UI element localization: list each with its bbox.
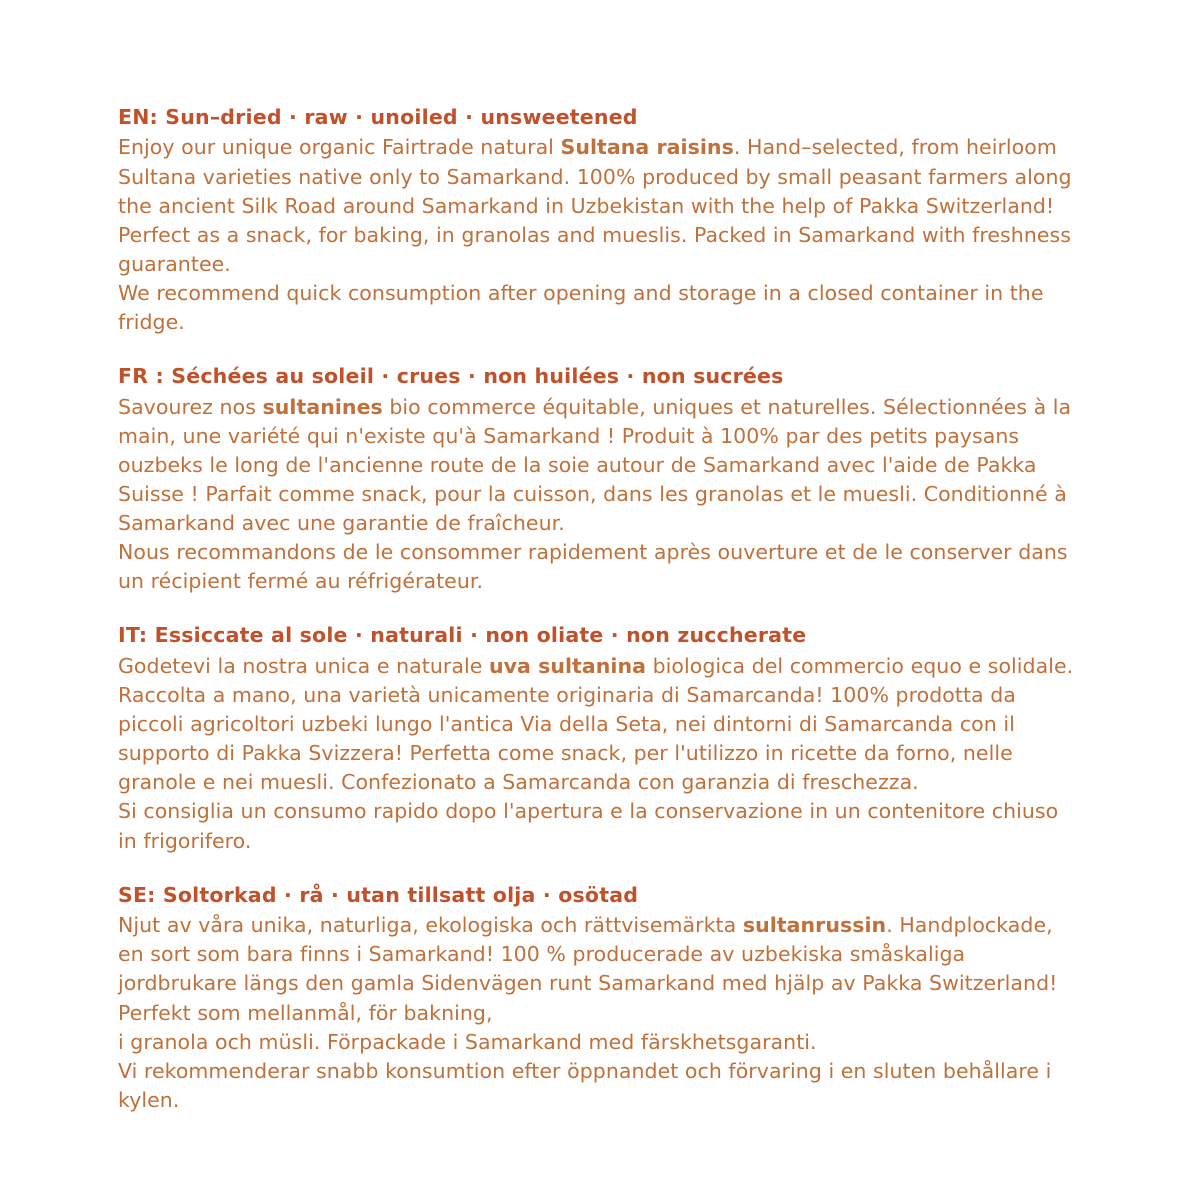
paragraph-en-1 xyxy=(118,133,1082,279)
paragraph-se-1b: i granola och müsli. Förpackade i Samarkand med färskhetsgaranti. xyxy=(118,1029,817,1054)
heading-se: SE: Soltorkad · rå · utan tillsatt olja · osötad xyxy=(118,882,639,907)
language-block-it xyxy=(118,622,1082,855)
heading-fr: FR : Séchées au soleil · crues · non huilées · non sucrées xyxy=(118,364,784,389)
paragraph-fr-2: Nous recommandons de le consommer rapidement après ouverture et de le conserver dans un récipient fermé au réfrigérateur. xyxy=(118,540,1068,594)
paragraph-fr-1-pre: Savourez nos xyxy=(118,394,263,419)
paragraph-se-1-bold: sultanrussin xyxy=(742,913,887,938)
paragraph-it-1-post: biologica del commercio equo e solidale. Raccolta a mano, una varietà unicamente originaria di Samarcanda! 100% prodotta da piccoli agricoltori uzbeki lungo l'antica Via della Seta, nei dintorni di Samarcanda con il supporto di Pakka Svizzera! Perfetta come snack, per l'utilizzo in ricette da forno, nelle granole e nei muesli. Confezionato a Samarcanda con garanzia di freschezza. xyxy=(118,653,1074,795)
language-block-se xyxy=(118,882,1082,1115)
paragraph-se-1-post: . Handplockade, en sort som bara finns i Samarkand! 100 % producerade av uzbekiska småskaliga jordbrukare längs den gamla Sidenvägen runt Samarkand med hjälp av Pakka Switzerland! Perfekt som mellanmål, för bakning, xyxy=(118,913,1058,1025)
heading-en: EN: Sun–dried · raw · unoiled · unsweetened xyxy=(118,105,638,129)
paragraph-fr-1-bold: sultanines xyxy=(262,394,383,419)
paragraph-en-1-bold: Sultana raisins xyxy=(560,135,734,160)
paragraph-fr-1-post: bio commerce équitable, uniques et naturelles. Sélectionnées à la main, une variété qui n'existe qu'à Samarkand ! Produit à 100% par des petits paysans ouzbeks le long de l'ancienne route de la soie autour de Samarkand avec l'aide de Pakka Suisse ! Parfait comme snack, pour la cuisson, dans les granolas et le muesli. Conditionné à Samarkand avec une garantie de fraîcheur. xyxy=(118,394,1072,536)
paragraph-it-2: Si consiglia un consumo rapido dopo l'apertura e la conservazione in un contenitore chiuso in frigorifero. xyxy=(118,799,1059,853)
paragraph-it-1-pre: Godetevi la nostra unica e naturale xyxy=(118,653,489,678)
paragraph-se-1 xyxy=(118,911,1082,1027)
language-block-en xyxy=(118,104,1082,337)
paragraph-it-1 xyxy=(118,652,1082,798)
language-block-fr xyxy=(118,363,1082,596)
paragraph-en-1-post: . Hand–selected, from heirloom Sultana varieties native only to Samarkand. 100% produced by small peasant farmers along the ancient Silk Road around Samarkand in Uzbekistan with the help of Pakka Switzerland! Perfect as a snack, for baking, in granolas and mueslis. Packed in Samarkand with freshness guarantee. xyxy=(118,135,1072,276)
paragraph-fr-1 xyxy=(118,393,1082,539)
paragraph-it-1-bold: uva sultanina xyxy=(488,653,647,678)
paragraph-se-2: Vi rekommenderar snabb konsumtion efter öppnandet och förvaring i en sluten behållare i kylen. xyxy=(118,1058,1052,1112)
heading-it: IT: Essiccate al sole · naturali · non oliate · non zuccherate xyxy=(118,623,807,648)
paragraph-en-2: We recommend quick consumption after opening and storage in a closed container in the fridge. xyxy=(118,281,1044,335)
paragraph-en-1-pre: Enjoy our unique organic Fairtrade natural xyxy=(118,135,561,160)
paragraph-se-1-pre: Njut av våra unika, naturliga, ekologiska och rättvisemärkta xyxy=(118,913,743,938)
